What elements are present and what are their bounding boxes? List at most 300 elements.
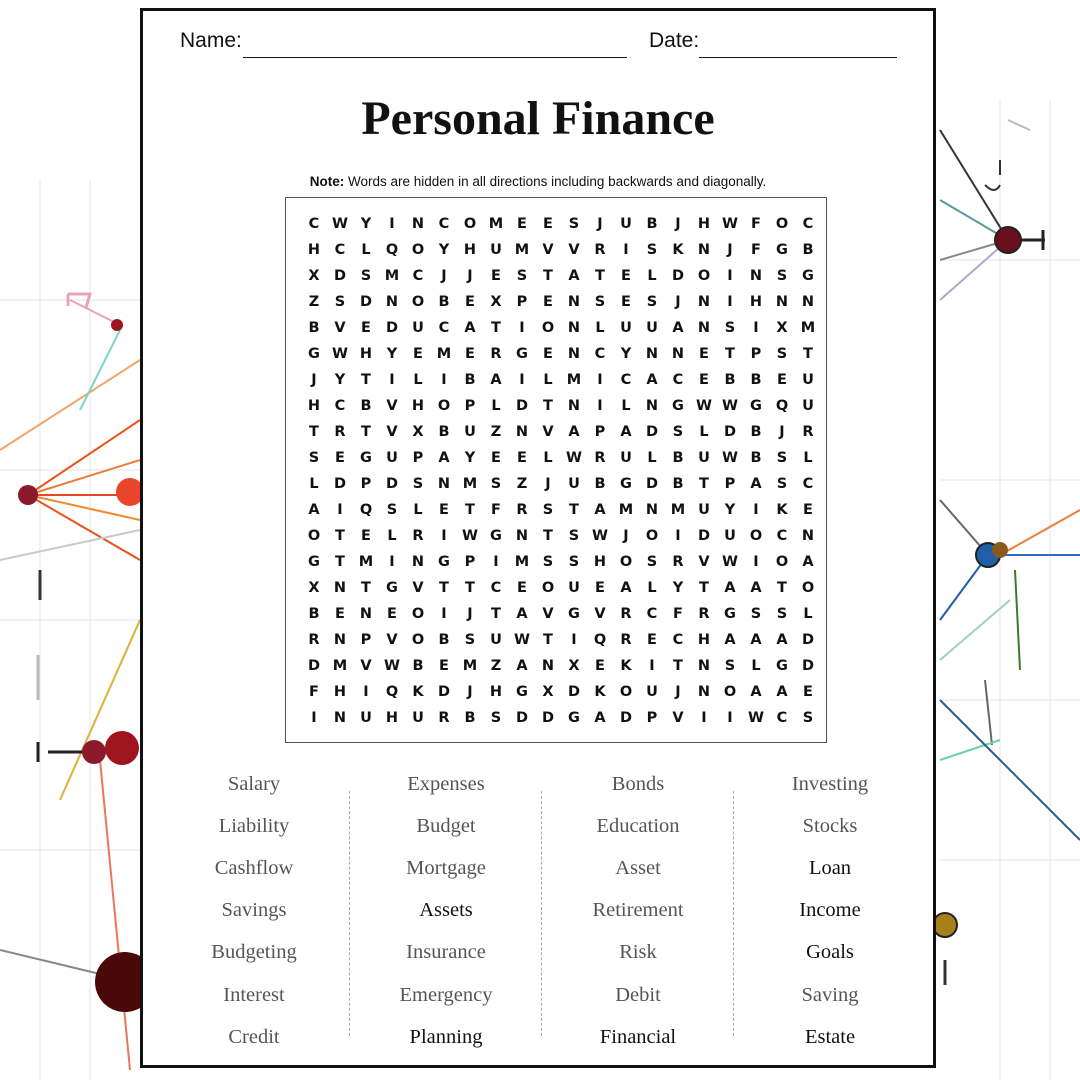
grid-letter[interactable]: U [698,450,710,466]
grid-letter[interactable]: C [776,710,788,726]
grid-letter[interactable]: U [412,710,424,726]
grid-letter[interactable]: H [697,632,711,648]
grid-letter[interactable]: O [411,294,425,310]
grid-letter[interactable]: C [620,372,632,388]
grid-letter[interactable]: T [361,580,371,596]
grid-letter[interactable]: D [515,398,529,414]
grid-letter[interactable]: Z [490,424,502,440]
grid-letter[interactable]: V [360,658,372,674]
grid-letter[interactable]: I [441,528,447,544]
grid-letter[interactable]: N [801,294,815,310]
grid-letter[interactable]: L [699,424,709,440]
grid-letter[interactable]: B [438,424,450,440]
grid-letter[interactable]: D [801,632,815,648]
grid-letter[interactable]: X [490,294,502,310]
grid-letter[interactable]: B [308,606,320,622]
grid-letter[interactable]: G [672,398,684,414]
grid-letter[interactable]: U [646,684,658,700]
grid-letter[interactable]: L [751,658,761,674]
grid-letter[interactable]: Z [516,476,528,492]
grid-letter[interactable]: V [386,424,398,440]
grid-letter[interactable]: H [411,398,425,414]
grid-letter[interactable]: S [386,502,398,518]
grid-letter[interactable]: S [490,710,502,726]
grid-letter[interactable]: P [464,554,476,570]
grid-letter[interactable]: G [776,658,788,674]
grid-letter[interactable]: N [775,294,789,310]
grid-letter[interactable]: X [776,320,788,336]
grid-letter[interactable]: S [672,424,684,440]
grid-letter[interactable]: G [308,554,320,570]
grid-letter[interactable]: Z [490,658,502,674]
grid-letter[interactable]: E [517,216,527,232]
grid-letter[interactable]: E [517,580,527,596]
grid-letter[interactable]: M [332,658,348,674]
grid-letter[interactable]: L [309,476,319,492]
grid-letter[interactable]: T [543,632,553,648]
grid-letter[interactable]: M [384,268,400,284]
grid-letter[interactable]: T [699,476,709,492]
grid-letter[interactable]: I [363,684,369,700]
grid-letter[interactable]: C [438,320,450,336]
grid-letter[interactable]: H [333,684,347,700]
grid-letter[interactable]: M [488,216,504,232]
grid-letter[interactable]: N [801,528,815,544]
grid-letter[interactable]: T [491,606,501,622]
grid-letter[interactable]: T [595,268,605,284]
grid-letter[interactable]: G [776,242,788,258]
grid-letter[interactable]: Y [334,372,346,388]
grid-letter[interactable]: C [672,372,684,388]
grid-letter[interactable]: H [385,710,399,726]
grid-letter[interactable]: G [620,476,632,492]
grid-letter[interactable]: G [724,606,736,622]
grid-letter[interactable]: G [360,450,372,466]
grid-letter[interactable]: T [543,398,553,414]
grid-letter[interactable]: L [387,528,397,544]
grid-letter[interactable]: M [462,476,478,492]
grid-letter[interactable]: B [724,372,736,388]
grid-letter[interactable]: D [645,424,659,440]
grid-letter[interactable]: W [592,528,608,544]
grid-letter[interactable]: B [802,242,814,258]
grid-letter[interactable]: V [672,710,684,726]
grid-letter[interactable]: O [437,398,451,414]
grid-letter[interactable]: P [594,424,606,440]
grid-letter[interactable]: I [727,268,733,284]
grid-letter[interactable]: Q [385,242,399,258]
grid-letter[interactable]: S [412,476,424,492]
grid-letter[interactable]: L [647,268,657,284]
grid-letter[interactable]: S [308,450,320,466]
grid-letter[interactable]: L [413,502,423,518]
grid-letter[interactable]: X [412,424,424,440]
grid-letter[interactable]: B [412,658,424,674]
grid-letter[interactable]: T [725,346,735,362]
grid-letter[interactable]: O [541,320,555,336]
grid-letter[interactable]: L [413,372,423,388]
grid-letter[interactable]: A [672,320,684,336]
grid-letter[interactable]: S [568,216,580,232]
grid-letter[interactable]: E [543,294,553,310]
grid-letter[interactable]: L [361,242,371,258]
grid-letter[interactable]: E [335,450,345,466]
grid-letter[interactable]: G [438,554,450,570]
grid-letter[interactable]: K [594,684,606,700]
grid-letter[interactable]: E [699,372,709,388]
grid-letter[interactable]: P [360,476,372,492]
grid-letter[interactable]: N [541,658,555,674]
grid-letter[interactable]: C [672,632,684,648]
grid-letter[interactable]: I [441,606,447,622]
grid-letter[interactable]: E [335,606,345,622]
grid-letter[interactable]: O [775,554,789,570]
grid-letter[interactable]: Q [385,684,399,700]
grid-letter[interactable]: A [750,476,762,492]
grid-letter[interactable]: O [749,528,763,544]
grid-letter[interactable]: R [620,606,632,622]
grid-letter[interactable]: O [411,242,425,258]
grid-letter[interactable]: R [802,424,814,440]
grid-letter[interactable]: I [571,632,577,648]
grid-letter[interactable]: V [412,580,424,596]
grid-letter[interactable]: C [412,268,424,284]
grid-letter[interactable]: W [722,554,738,570]
grid-letter[interactable]: V [386,632,398,648]
grid-letter[interactable]: N [333,632,347,648]
grid-letter[interactable]: W [722,216,738,232]
grid-letter[interactable]: W [748,710,764,726]
grid-letter[interactable]: S [594,294,606,310]
grid-letter[interactable]: I [519,320,525,336]
grid-letter[interactable]: D [385,320,399,336]
grid-letter[interactable]: U [412,320,424,336]
grid-letter[interactable]: S [516,268,528,284]
grid-letter[interactable]: N [359,606,373,622]
grid-letter[interactable]: D [515,710,529,726]
grid-letter[interactable]: A [516,606,528,622]
grid-letter[interactable]: I [597,372,603,388]
grid-letter[interactable]: N [515,424,529,440]
grid-letter[interactable]: D [541,710,555,726]
grid-letter[interactable]: E [439,658,449,674]
grid-letter[interactable]: V [542,424,554,440]
grid-letter[interactable]: E [803,684,813,700]
grid-letter[interactable]: I [727,710,733,726]
grid-letter[interactable]: A [802,554,814,570]
grid-letter[interactable]: C [334,242,346,258]
grid-letter[interactable]: T [673,658,683,674]
grid-letter[interactable]: E [803,502,813,518]
grid-letter[interactable]: A [724,580,736,596]
grid-letter[interactable]: I [753,320,759,336]
grid-letter[interactable]: V [386,398,398,414]
grid-letter[interactable]: R [594,450,606,466]
grid-letter[interactable]: T [465,580,475,596]
grid-letter[interactable]: E [465,294,475,310]
grid-letter[interactable]: G [516,684,528,700]
grid-letter[interactable]: X [308,268,320,284]
grid-letter[interactable]: P [646,710,658,726]
grid-letter[interactable]: N [697,320,711,336]
grid-letter[interactable]: B [672,450,684,466]
grid-letter[interactable]: T [361,372,371,388]
grid-letter[interactable]: L [543,372,553,388]
grid-letter[interactable]: N [645,502,659,518]
grid-letter[interactable]: S [646,554,658,570]
grid-letter[interactable]: B [750,424,762,440]
grid-letter[interactable]: N [515,528,529,544]
grid-letter[interactable]: C [438,216,450,232]
grid-letter[interactable]: P [516,294,528,310]
grid-letter[interactable]: S [802,710,814,726]
grid-letter[interactable]: L [543,450,553,466]
grid-letter[interactable]: F [751,242,761,258]
grid-letter[interactable]: F [673,606,683,622]
grid-letter[interactable]: I [389,216,395,232]
grid-letter[interactable]: E [439,502,449,518]
grid-letter[interactable]: S [776,346,788,362]
grid-letter[interactable]: B [594,476,606,492]
grid-letter[interactable]: G [490,528,502,544]
grid-letter[interactable]: E [517,450,527,466]
grid-letter[interactable]: J [727,242,733,258]
grid-letter[interactable]: M [358,554,374,570]
grid-letter[interactable]: N [645,398,659,414]
grid-letter[interactable]: R [438,710,450,726]
grid-letter[interactable]: T [335,528,345,544]
grid-letter[interactable]: Q [593,632,607,648]
grid-letter[interactable]: I [623,242,629,258]
grid-letter[interactable]: W [722,398,738,414]
grid-letter[interactable]: C [802,216,814,232]
grid-letter[interactable]: O [645,528,659,544]
grid-letter[interactable]: O [541,580,555,596]
grid-letter[interactable]: T [699,580,709,596]
grid-letter[interactable]: S [568,528,580,544]
grid-letter[interactable]: D [333,476,347,492]
grid-letter[interactable]: S [646,294,658,310]
grid-letter[interactable]: A [620,580,632,596]
grid-letter[interactable]: I [311,710,317,726]
grid-letter[interactable]: A [776,684,788,700]
grid-letter[interactable]: O [411,606,425,622]
grid-letter[interactable]: N [567,346,581,362]
grid-letter[interactable]: A [646,372,658,388]
grid-letter[interactable]: O [801,580,815,596]
grid-letter[interactable]: R [334,424,346,440]
grid-letter[interactable]: N [749,268,763,284]
grid-letter[interactable]: D [671,268,685,284]
grid-letter[interactable]: W [384,658,400,674]
grid-letter[interactable]: U [802,372,814,388]
grid-letter[interactable]: V [542,242,554,258]
grid-letter[interactable]: O [619,554,633,570]
grid-letter[interactable]: Q [359,502,373,518]
grid-letter[interactable]: A [490,372,502,388]
grid-letter[interactable]: T [309,424,319,440]
grid-letter[interactable]: W [332,216,348,232]
grid-letter[interactable]: C [646,606,658,622]
grid-letter[interactable]: N [333,710,347,726]
grid-letter[interactable]: D [333,268,347,284]
grid-letter[interactable]: A [438,450,450,466]
grid-letter[interactable]: U [568,476,580,492]
grid-letter[interactable]: O [463,216,477,232]
grid-letter[interactable]: I [337,502,343,518]
grid-letter[interactable]: R [672,554,684,570]
grid-letter[interactable]: A [464,320,476,336]
grid-letter[interactable]: M [618,502,634,518]
grid-letter[interactable]: S [776,606,788,622]
grid-letter[interactable]: I [753,502,759,518]
grid-letter[interactable]: D [619,710,633,726]
grid-letter[interactable]: T [543,268,553,284]
grid-letter[interactable]: A [594,502,606,518]
grid-letter[interactable]: E [387,606,397,622]
grid-letter[interactable]: X [542,684,554,700]
grid-letter[interactable]: P [412,450,424,466]
grid-letter[interactable]: L [621,398,631,414]
grid-letter[interactable]: L [803,606,813,622]
grid-letter[interactable]: Y [386,346,398,362]
grid-letter[interactable]: I [493,554,499,570]
date-field[interactable] [699,57,897,58]
grid-letter[interactable]: R [620,632,632,648]
grid-letter[interactable]: D [385,476,399,492]
grid-letter[interactable]: A [308,502,320,518]
grid-letter[interactable]: W [722,450,738,466]
grid-letter[interactable]: S [542,502,554,518]
grid-letter[interactable]: W [462,528,478,544]
grid-letter[interactable]: D [359,294,373,310]
grid-letter[interactable]: Y [464,450,476,466]
grid-letter[interactable]: N [385,294,399,310]
grid-letter[interactable]: B [308,320,320,336]
grid-letter[interactable]: C [802,476,814,492]
grid-letter[interactable]: S [568,554,580,570]
grid-letter[interactable]: F [491,502,501,518]
grid-letter[interactable]: O [775,216,789,232]
grid-letter[interactable]: E [413,346,423,362]
grid-letter[interactable]: U [802,398,814,414]
grid-letter[interactable]: Q [775,398,789,414]
grid-letter[interactable]: E [699,346,709,362]
grid-letter[interactable]: S [724,658,736,674]
grid-letter[interactable]: S [360,268,372,284]
grid-letter[interactable]: R [412,528,424,544]
grid-letter[interactable]: H [359,346,373,362]
grid-letter[interactable]: V [698,554,710,570]
grid-letter[interactable]: Z [308,294,320,310]
grid-letter[interactable]: E [543,346,553,362]
grid-letter[interactable]: S [542,554,554,570]
grid-letter[interactable]: D [723,424,737,440]
grid-letter[interactable]: B [464,710,476,726]
grid-letter[interactable]: C [776,528,788,544]
grid-letter[interactable]: U [568,580,580,596]
grid-letter[interactable]: L [491,398,501,414]
grid-letter[interactable]: L [803,450,813,466]
grid-letter[interactable]: D [437,684,451,700]
grid-letter[interactable]: H [307,242,321,258]
grid-letter[interactable]: I [597,398,603,414]
grid-letter[interactable]: A [568,424,580,440]
grid-letter[interactable]: R [516,502,528,518]
grid-letter[interactable]: C [308,216,320,232]
grid-letter[interactable]: D [567,684,581,700]
grid-letter[interactable]: D [801,658,815,674]
grid-letter[interactable]: R [594,242,606,258]
grid-letter[interactable]: M [514,554,530,570]
grid-letter[interactable]: S [464,632,476,648]
grid-letter[interactable]: U [464,424,476,440]
grid-letter[interactable]: T [777,580,787,596]
grid-letter[interactable]: N [697,684,711,700]
grid-letter[interactable]: L [647,450,657,466]
grid-letter[interactable]: G [568,606,580,622]
grid-letter[interactable]: B [464,372,476,388]
grid-letter[interactable]: F [751,216,761,232]
grid-letter[interactable]: W [332,346,348,362]
grid-letter[interactable]: G [386,580,398,596]
grid-letter[interactable]: E [621,294,631,310]
grid-letter[interactable]: R [308,632,320,648]
grid-letter[interactable]: N [697,658,711,674]
grid-letter[interactable]: E [361,528,371,544]
grid-letter[interactable]: B [646,216,658,232]
grid-letter[interactable]: E [491,450,501,466]
grid-letter[interactable]: T [335,554,345,570]
grid-letter[interactable]: Y [672,580,684,596]
grid-letter[interactable]: H [749,294,763,310]
grid-letter[interactable]: E [595,580,605,596]
grid-letter[interactable]: I [389,372,395,388]
grid-letter[interactable]: S [776,450,788,466]
grid-letter[interactable]: P [360,632,372,648]
grid-letter[interactable]: E [465,346,475,362]
grid-letter[interactable]: N [697,294,711,310]
grid-letter[interactable]: K [672,242,684,258]
grid-letter[interactable]: U [620,320,632,336]
grid-letter[interactable]: P [750,346,762,362]
grid-letter[interactable]: N [567,398,581,414]
grid-letter[interactable]: H [697,216,711,232]
grid-letter[interactable]: W [696,398,712,414]
grid-letter[interactable]: B [750,372,762,388]
grid-letter[interactable]: I [389,554,395,570]
grid-letter[interactable]: K [412,684,424,700]
grid-letter[interactable]: J [675,684,681,700]
grid-letter[interactable]: B [438,632,450,648]
grid-letter[interactable]: K [620,658,632,674]
grid-letter[interactable]: J [623,528,629,544]
grid-letter[interactable]: J [467,684,473,700]
grid-letter[interactable]: F [309,684,319,700]
grid-letter[interactable]: I [727,294,733,310]
grid-letter[interactable]: E [361,320,371,336]
grid-letter[interactable]: U [698,502,710,518]
grid-letter[interactable]: A [620,424,632,440]
grid-letter[interactable]: N [411,554,425,570]
grid-letter[interactable]: V [334,320,346,336]
grid-letter[interactable]: I [649,658,655,674]
grid-letter[interactable]: W [566,450,582,466]
grid-letter[interactable]: R [490,346,502,362]
grid-letter[interactable]: A [568,268,580,284]
grid-letter[interactable]: U [620,450,632,466]
grid-letter[interactable]: P [724,476,736,492]
